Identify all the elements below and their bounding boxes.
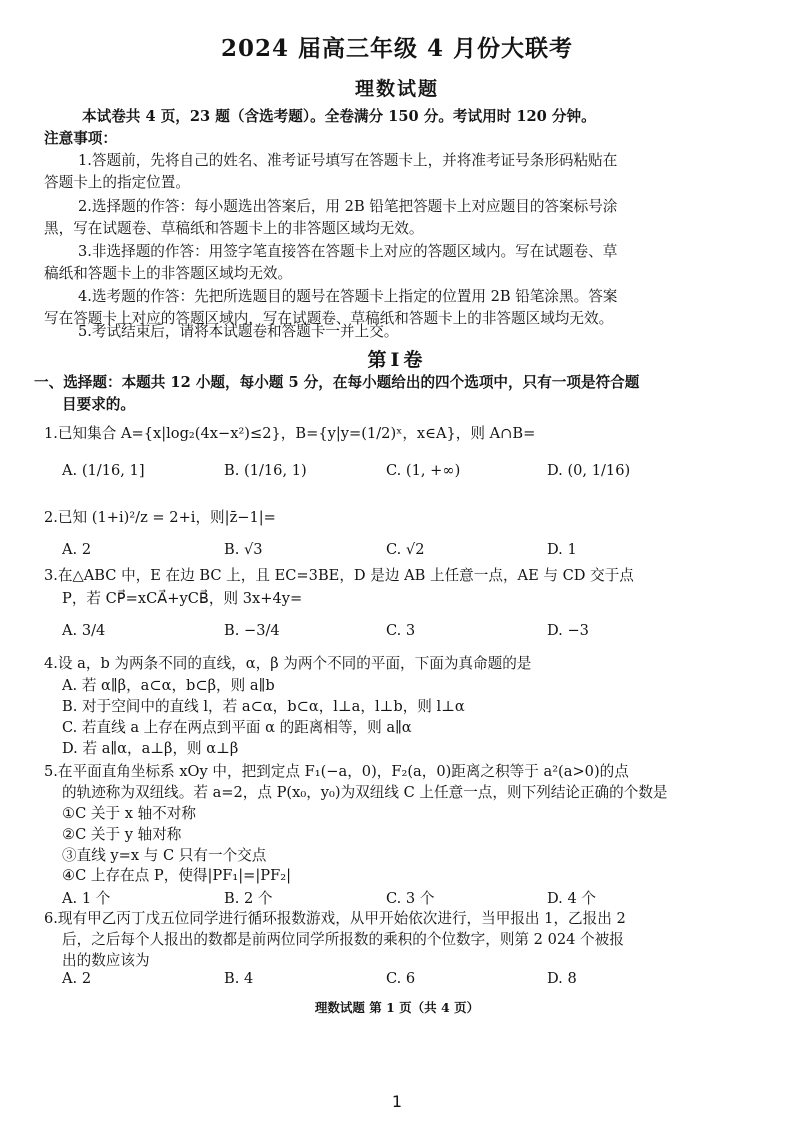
note-line: 答题卡上的指定位置。	[44, 174, 190, 191]
exam-intro: 本试卷共 4 页，23 题（含选考题）。全卷满分 150 分。考试用时 120 分钟。	[82, 108, 596, 125]
option-c[interactable]: C. 3 个	[386, 890, 435, 907]
option-c[interactable]: C. √2	[386, 541, 425, 558]
option-d[interactable]: D. −3	[547, 622, 589, 639]
option-c[interactable]: C. 6	[386, 970, 416, 987]
part-heading: 第Ⅰ卷	[367, 349, 427, 371]
question-3-options	[62, 622, 762, 644]
question-4-stem: 4.设 a，b 为两条不同的直线，α，β 为两个不同的平面，下面为真命题的是	[44, 655, 532, 672]
section-instruction: 目要求的。	[62, 396, 135, 413]
question-3-stem: 3.在△ABC 中，E 在边 BC 上，且 EC=3BE，D 是边 AB 上任意一点，AE 与 CD 交于点	[44, 567, 634, 584]
question-5-stem: 的轨迹称为双纽线。若 a=2，点 P(x₀，y₀)为双纽线 C 上任意一点，则下列结论正确的个数是	[62, 784, 668, 801]
question-1-stem: 1.已知集合 A={x|log₂(4x−x²)≤2}，B={y|y=(1/2)ˣ，x∈A}，则 A∩B=	[44, 425, 536, 442]
page-number: 1	[391, 1092, 403, 1111]
option-a[interactable]: A. 2	[62, 970, 92, 987]
page-footer: 理数试题 第 1 页（共 4 页）	[314, 1000, 480, 1015]
note-line: 1.答题前，先将自己的姓名、准考证号填写在答题卡上，并将准考证号条形码粘贴在	[78, 152, 618, 169]
option-b[interactable]: B. 2 个	[224, 890, 273, 907]
section-instruction: 一、选择题：本题共 12 小题，每小题 5 分，在每小题给出的四个选项中，只有一项是符合题	[34, 374, 640, 391]
notes-heading: 注意事项：	[44, 130, 117, 147]
note-line: 5.考试结束后，请将本试题卷和答题卡一并上交。	[78, 323, 399, 340]
question-5-options	[62, 887, 762, 909]
note-line: 写在答题卡上对应的答题区域内，写在试题卷、草稿纸和答题卡上的非答题区域均无效。	[44, 310, 614, 327]
question-6-options	[62, 970, 762, 992]
option-c[interactable]: C. 3	[386, 622, 416, 639]
exam-title: 2024 届高三年级 4 月份大联考	[220, 35, 574, 62]
note-line: 2.选择题的作答：每小题选出答案后，用 2B 铅笔把答题卡上对应题目的答案标号涂	[78, 198, 618, 215]
question-2-stem: 2.已知 (1+i)²/z = 2+i，则|z̄−1|=	[44, 509, 276, 526]
note-line: 稿纸和答题卡上的非答题区域均无效。	[44, 265, 293, 282]
option-d[interactable]: D. 4 个	[547, 890, 596, 907]
question-3-stem: P，若 CP⃗=xCA⃗+yCB⃗，则 3x+4y=	[62, 590, 303, 607]
statement-3: ③直线 y=x 与 C 只有一个交点	[62, 847, 267, 864]
option-d[interactable]: D. (0, 1/16)	[547, 462, 631, 479]
note-line: 4.选考题的作答：先把所选题目的题号在答题卡上指定的位置用 2B 铅笔涂黑。答案	[78, 288, 618, 305]
exam-subject: 理数试题	[354, 78, 439, 100]
statement-2: ②C 关于 y 轴对称	[62, 826, 182, 843]
option-d[interactable]: D. 8	[547, 970, 577, 987]
option-b[interactable]: B. √3	[224, 541, 263, 558]
option-b[interactable]: B. 4	[224, 970, 254, 987]
option-a[interactable]: A. 1 个	[62, 890, 111, 907]
question-6-stem: 出的数应该为	[62, 952, 150, 969]
option-c[interactable]: C. 若直线 a 上存在两点到平面 α 的距离相等，则 a∥α	[62, 719, 412, 736]
option-a[interactable]: A. 3/4	[62, 622, 106, 639]
note-line: 黑，写在试题卷、草稿纸和答题卡上的非答题区域均无效。	[44, 220, 424, 237]
option-c[interactable]: C. (1, +∞)	[386, 462, 461, 479]
note-line: 3.非选择题的作答：用签字笔直接答在答题卡上对应的答题区域内。写在试题卷、草	[78, 243, 618, 260]
option-b[interactable]: B. (1/16, 1)	[224, 462, 307, 479]
question-6-stem: 6.现有甲乙丙丁戊五位同学进行循环报数游戏，从甲开始依次进行，当甲报出 1，乙报出 2	[44, 910, 626, 927]
option-a[interactable]: A. 若 α∥β，a⊂α，b⊂β，则 a∥b	[62, 677, 275, 694]
option-b[interactable]: B. 对于空间中的直线 l，若 a⊂α，b⊂α，l⊥a，l⊥b，则 l⊥α	[62, 698, 465, 715]
question-1-options	[62, 462, 762, 484]
statement-4: ④C 上存在点 P，使得|PF₁|=|PF₂|	[62, 867, 291, 884]
option-b[interactable]: B. −3/4	[224, 622, 280, 639]
option-a[interactable]: A. 2	[62, 541, 92, 558]
statement-1: ①C 关于 x 轴不对称	[62, 805, 196, 822]
question-6-stem: 后，之后每个人报出的数都是前两位同学所报数的乘积的个位数字，则第 2 024 个被报	[62, 931, 624, 948]
option-a[interactable]: A. (1/16, 1]	[62, 462, 145, 479]
question-2-options	[62, 541, 762, 563]
option-d[interactable]: D. 1	[547, 541, 577, 558]
option-d[interactable]: D. 若 a∥α，a⊥β，则 α⊥β	[62, 740, 239, 757]
question-5-stem: 5.在平面直角坐标系 xOy 中，把到定点 F₁(−a，0)，F₂(a，0)距离之积等于 a²(a>0)的点	[44, 763, 629, 780]
